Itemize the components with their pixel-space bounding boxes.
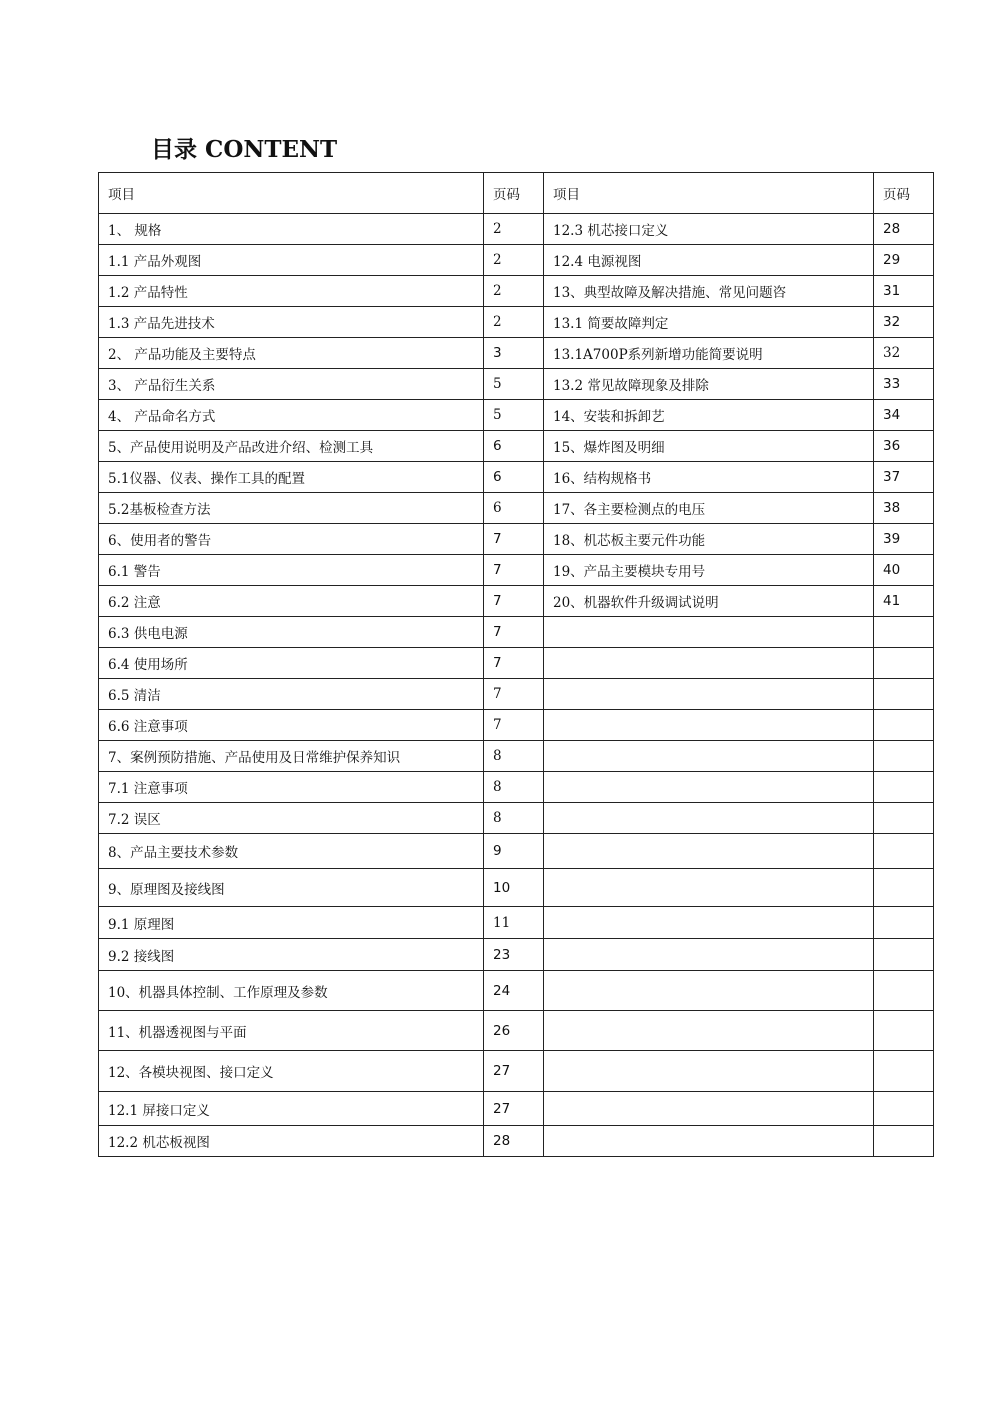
toc-item-left: 6.3 供电电源 bbox=[99, 617, 484, 648]
toc-page-right: 39 bbox=[874, 524, 934, 555]
toc-body bbox=[99, 173, 934, 1157]
toc-page-right bbox=[874, 710, 934, 741]
header-page: 页码 bbox=[484, 173, 544, 214]
toc-item-right bbox=[544, 1092, 874, 1126]
toc-page-right bbox=[874, 1092, 934, 1126]
toc-item-right bbox=[544, 803, 874, 834]
toc-item-right: 17、各主要检测点的电压 bbox=[544, 493, 874, 524]
toc-item-right: 19、产品主要模块专用号 bbox=[544, 555, 874, 586]
toc-item-left: 7.2 误区 bbox=[99, 803, 484, 834]
toc-item-left: 6.4 使用场所 bbox=[99, 648, 484, 679]
toc-item-left: 6、使用者的警告 bbox=[99, 524, 484, 555]
toc-item-left: 9.1 原理图 bbox=[99, 907, 484, 939]
toc-item-left: 5.2基板检查方法 bbox=[99, 493, 484, 524]
toc-item-right bbox=[544, 971, 874, 1011]
toc-item-left: 5.1仪器、仪表、操作工具的配置 bbox=[99, 462, 484, 493]
toc-item-right bbox=[544, 1051, 874, 1092]
toc-table bbox=[98, 172, 934, 1157]
toc-row bbox=[99, 907, 934, 939]
toc-item-right: 13.2 常见故障现象及排除 bbox=[544, 369, 874, 400]
toc-row bbox=[99, 741, 934, 772]
toc-row bbox=[99, 524, 934, 555]
toc-page-right: 32 bbox=[874, 307, 934, 338]
toc-page-left: 8 bbox=[484, 772, 544, 803]
toc-page-left: 3 bbox=[484, 338, 544, 369]
toc-row bbox=[99, 803, 934, 834]
toc-item-right: 12.3 机芯接口定义 bbox=[544, 214, 874, 245]
toc-page-left: 7 bbox=[484, 586, 544, 617]
toc-item-left: 9、原理图及接线图 bbox=[99, 869, 484, 907]
toc-page-right bbox=[874, 971, 934, 1011]
toc-row bbox=[99, 971, 934, 1011]
toc-row bbox=[99, 493, 934, 524]
toc-row bbox=[99, 772, 934, 803]
toc-item-left: 7、案例预防措施、产品使用及日常维护保养知识 bbox=[99, 741, 484, 772]
toc-page-right: 33 bbox=[874, 369, 934, 400]
toc-page-right bbox=[874, 1011, 934, 1051]
toc-item-left: 4、 产品命名方式 bbox=[99, 400, 484, 431]
toc-item-right bbox=[544, 679, 874, 710]
toc-page-right: 31 bbox=[874, 276, 934, 307]
toc-row bbox=[99, 338, 934, 369]
toc-item-left: 10、机器具体控制、工作原理及参数 bbox=[99, 971, 484, 1011]
toc-page-left: 7 bbox=[484, 617, 544, 648]
toc-row bbox=[99, 648, 934, 679]
toc-item-right bbox=[544, 648, 874, 679]
toc-page-right bbox=[874, 648, 934, 679]
toc-page-left: 5 bbox=[484, 369, 544, 400]
toc-item-right bbox=[544, 710, 874, 741]
toc-page-left: 5 bbox=[484, 400, 544, 431]
toc-item-right bbox=[544, 939, 874, 971]
toc-page-right: 34 bbox=[874, 400, 934, 431]
toc-header-row bbox=[99, 173, 934, 214]
toc-row bbox=[99, 1011, 934, 1051]
toc-page-right: 41 bbox=[874, 586, 934, 617]
toc-page-left: 27 bbox=[484, 1051, 544, 1092]
toc-page-right bbox=[874, 617, 934, 648]
toc-page-left: 6 bbox=[484, 493, 544, 524]
toc-page-left: 2 bbox=[484, 214, 544, 245]
toc-page-right: 40 bbox=[874, 555, 934, 586]
toc-item-left: 1.2 产品特性 bbox=[99, 276, 484, 307]
toc-row bbox=[99, 431, 934, 462]
toc-row bbox=[99, 400, 934, 431]
toc-page-left: 7 bbox=[484, 524, 544, 555]
header-page-2: 页码 bbox=[874, 173, 934, 214]
toc-page-right bbox=[874, 939, 934, 971]
toc-item-left: 1.3 产品先进技术 bbox=[99, 307, 484, 338]
toc-page-left: 26 bbox=[484, 1011, 544, 1051]
toc-page-right bbox=[874, 803, 934, 834]
toc-row bbox=[99, 869, 934, 907]
toc-page-right: 37 bbox=[874, 462, 934, 493]
toc-row bbox=[99, 245, 934, 276]
toc-item-right: 13、典型故障及解决措施、常见问题咨 bbox=[544, 276, 874, 307]
toc-item-left: 8、产品主要技术参数 bbox=[99, 834, 484, 869]
toc-item-left: 6.5 清洁 bbox=[99, 679, 484, 710]
toc-row bbox=[99, 276, 934, 307]
toc-item-right bbox=[544, 869, 874, 907]
toc-page-right bbox=[874, 772, 934, 803]
toc-row bbox=[99, 1092, 934, 1126]
toc-row bbox=[99, 586, 934, 617]
toc-page-left: 24 bbox=[484, 971, 544, 1011]
toc-page-left: 2 bbox=[484, 245, 544, 276]
toc-item-right: 18、机芯板主要元件功能 bbox=[544, 524, 874, 555]
toc-item-left: 12、各模块视图、接口定义 bbox=[99, 1051, 484, 1092]
toc-item-right bbox=[544, 907, 874, 939]
toc-page-left: 6 bbox=[484, 431, 544, 462]
toc-item-right: 15、爆炸图及明细 bbox=[544, 431, 874, 462]
toc-row bbox=[99, 679, 934, 710]
header-item: 项目 bbox=[99, 173, 484, 214]
toc-item-right bbox=[544, 741, 874, 772]
toc-page-left: 6 bbox=[484, 462, 544, 493]
toc-row bbox=[99, 214, 934, 245]
toc-item-left: 6.1 警告 bbox=[99, 555, 484, 586]
toc-item-right bbox=[544, 617, 874, 648]
toc-page-left: 7 bbox=[484, 648, 544, 679]
toc-page-right: 36 bbox=[874, 431, 934, 462]
toc-page-right: 29 bbox=[874, 245, 934, 276]
toc-page-left: 9 bbox=[484, 834, 544, 869]
toc-page-left: 8 bbox=[484, 741, 544, 772]
toc-item-right bbox=[544, 1126, 874, 1157]
toc-item-right: 13.1 简要故障判定 bbox=[544, 307, 874, 338]
toc-item-right: 12.4 电源视图 bbox=[544, 245, 874, 276]
toc-row bbox=[99, 939, 934, 971]
toc-row bbox=[99, 1051, 934, 1092]
toc-page-left: 2 bbox=[484, 276, 544, 307]
toc-item-left: 5、产品使用说明及产品改进介绍、检测工具 bbox=[99, 431, 484, 462]
toc-page-right: 32 bbox=[874, 338, 934, 369]
toc-page-left: 27 bbox=[484, 1092, 544, 1126]
toc-item-left: 1、 规格 bbox=[99, 214, 484, 245]
toc-row bbox=[99, 710, 934, 741]
toc-page-right bbox=[874, 869, 934, 907]
toc-page-right: 28 bbox=[874, 214, 934, 245]
toc-row bbox=[99, 555, 934, 586]
toc-item-right: 20、机器软件升级调试说明 bbox=[544, 586, 874, 617]
toc-row bbox=[99, 462, 934, 493]
toc-page-left: 7 bbox=[484, 710, 544, 741]
toc-page-left: 11 bbox=[484, 907, 544, 939]
toc-page-left: 28 bbox=[484, 1126, 544, 1157]
toc-item-left: 9.2 接线图 bbox=[99, 939, 484, 971]
toc-item-left: 12.1 屏接口定义 bbox=[99, 1092, 484, 1126]
toc-page-right bbox=[874, 834, 934, 869]
toc-page-right bbox=[874, 741, 934, 772]
toc-item-right bbox=[544, 772, 874, 803]
toc-item-left: 7.1 注意事项 bbox=[99, 772, 484, 803]
toc-page-left: 23 bbox=[484, 939, 544, 971]
toc-row bbox=[99, 369, 934, 400]
toc-item-right: 14、安装和拆卸艺 bbox=[544, 400, 874, 431]
header-item-2: 项目 bbox=[544, 173, 874, 214]
page-title: 目录 CONTENT bbox=[151, 136, 338, 163]
toc-page-left: 10 bbox=[484, 869, 544, 907]
toc-item-right: 13.1A700P系列新增功能简要说明 bbox=[544, 338, 874, 369]
toc-item-left: 6.6 注意事项 bbox=[99, 710, 484, 741]
toc-item-left: 12.2 机芯板视图 bbox=[99, 1126, 484, 1157]
toc-row bbox=[99, 1126, 934, 1157]
toc-item-left: 6.2 注意 bbox=[99, 586, 484, 617]
toc-page-left: 7 bbox=[484, 679, 544, 710]
toc-row bbox=[99, 834, 934, 869]
toc-item-left: 2、 产品功能及主要特点 bbox=[99, 338, 484, 369]
toc-row bbox=[99, 617, 934, 648]
toc-item-left: 3、 产品衍生关系 bbox=[99, 369, 484, 400]
toc-page-left: 8 bbox=[484, 803, 544, 834]
toc-item-right bbox=[544, 1011, 874, 1051]
toc-page-left: 2 bbox=[484, 307, 544, 338]
toc-item-right: 16、结构规格书 bbox=[544, 462, 874, 493]
toc-item-left: 11、机器透视图与平面 bbox=[99, 1011, 484, 1051]
toc-item-left: 1.1 产品外观图 bbox=[99, 245, 484, 276]
toc-page-right bbox=[874, 1126, 934, 1157]
toc-page-left: 7 bbox=[484, 555, 544, 586]
toc-page-right bbox=[874, 907, 934, 939]
toc-row bbox=[99, 307, 934, 338]
toc-item-right bbox=[544, 834, 874, 869]
toc-page-right bbox=[874, 1051, 934, 1092]
toc-page-right bbox=[874, 679, 934, 710]
toc-page-right: 38 bbox=[874, 493, 934, 524]
